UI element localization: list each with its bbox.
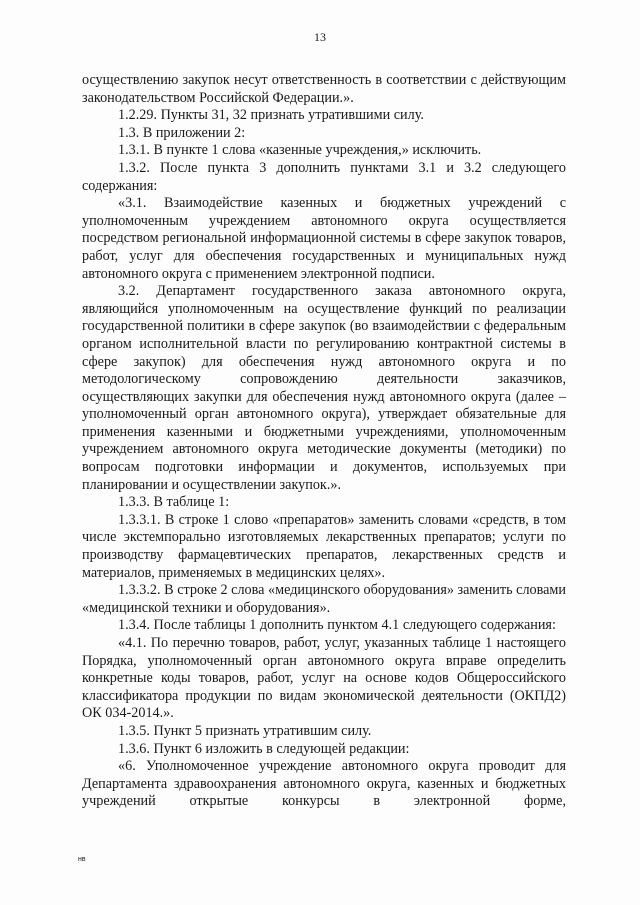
paragraph: 1.3.3. В таблице 1: [118, 494, 230, 511]
paragraph: 3.2. Департамент государственного заказа автономного округа, являющийся уполномоченным на осуществление функций по реализации государственной политики в сфере закупок (во взаимодействии с федеральным органом исполнительной власти по регулированию контрактной системы в сфере закупок) для обеспечения нужд автономного округа и по методологическому сопровождению деятельности заказчиков, осуществляющих закупки для обеспечения нужд автономного округа (далее – уполномоченный орган автономного округа), утверждает обязательные для применения казенными и бюджетными учреждениями, уполномоченным учреждением автономного округа методические документы (методики) по вопросам подготовки информации и документов, используемых при планировании и осуществлении закупок.». [82, 283, 566, 493]
page-number: 13 [314, 30, 326, 44]
paragraph: «3.1. Взаимодействие казенных и бюджетных учреждений с уполномоченным учреждением автономного округа осуществляется посредством региональной информационной системы в сфере закупок товаров, работ, услуг для обеспечения государственных и муниципальных нужд автономного округа с применением электронной подписи. [82, 195, 566, 282]
paragraph: 1.3. В приложении 2: [118, 124, 246, 141]
paragraph: осуществлению закупок несут ответственность в соответствии с действующим законодательством Российской Федерации.». [82, 72, 566, 106]
paragraph: 1.3.3.2. В строке 2 слова «медицинского оборудования» заменить словами «медицинской техники и оборудования». [82, 582, 566, 616]
paragraph: 1.3.4. После таблицы 1 дополнить пунктом 4.1 следующего содержания: [118, 617, 556, 634]
paragraph: «4.1. По перечню товаров, работ, услуг, указанных таблице 1 настоящего Порядка, уполномоченный орган автономного округа вправе определить конкретные коды товаров, работ, услуг на основе кодов Общероссийского классификатора продукции по видам экономической деятельности (ОКПД2) ОК 034-2014.». [82, 635, 566, 722]
paragraph: 1.3.5. Пункт 5 признать утратившим силу. [118, 722, 372, 739]
paragraph: 1.2.29. Пункты 31, 32 признать утратившими силу. [118, 107, 424, 124]
paragraph: «6. Уполномоченное учреждение автономного округа проводит для Департамента здравоохранения автономного округа, казенных и бюджетных учреждений открытые конкурсы в электронной форме, [82, 758, 566, 810]
paragraph: 1.3.6. Пункт 6 изложить в следующей редакции: [118, 740, 410, 757]
paragraph: 1.3.3.1. В строке 1 слово «препаратов» заменить словами «средств, в том числе экстемпорально изготовляемых лекарственных препаратов; услуги по производству фармацевтических препаратов, лекарственных средств и материалов, применяемых в медицинских целях». [82, 511, 566, 581]
document-body [82, 72, 566, 811]
paragraph: 1.3.2. После пункта 3 дополнить пунктами 3.1 и 3.2 следующего содержания: [82, 159, 566, 194]
footer-mark: нв [78, 856, 86, 863]
paragraph: 1.3.1. В пункте 1 слова «казенные учреждения,» исключить. [118, 142, 482, 159]
